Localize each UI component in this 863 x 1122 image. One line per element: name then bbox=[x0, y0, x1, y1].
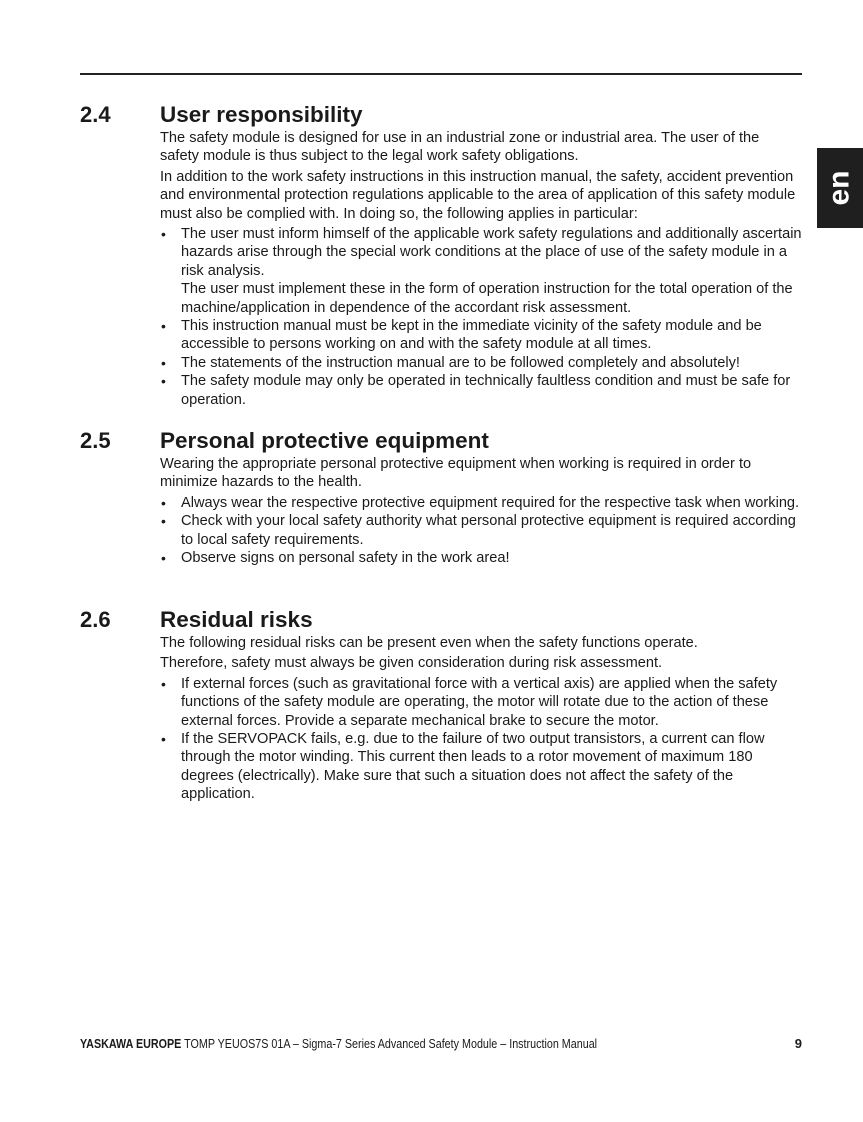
list-item: • Check with your local safety authority what personal protective equipment is required according to local safety requirements. bbox=[160, 512, 802, 549]
paragraph: The following residual risks can be present even when the safety functions operate. bbox=[160, 635, 698, 651]
list-item: • Always wear the respective protective equipment required for the respective task when working. bbox=[160, 494, 802, 512]
footer-brand: YASKAWA EUROPE bbox=[80, 1037, 182, 1051]
section-title: Personal protective equipment bbox=[160, 428, 489, 453]
section-user-responsibility bbox=[80, 101, 802, 409]
section-personal-protective-equipment bbox=[80, 427, 802, 567]
bullet-list bbox=[160, 494, 802, 568]
bullet-list bbox=[160, 675, 802, 804]
section-number: 2.6 bbox=[80, 607, 111, 632]
section-title: User responsibility bbox=[160, 102, 363, 127]
section-number: 2.5 bbox=[80, 428, 111, 453]
page-footer bbox=[80, 1035, 802, 1053]
bullet-list bbox=[160, 225, 802, 409]
paragraph: Therefore, safety must always be given consideration during risk assessment. bbox=[160, 655, 663, 672]
list-item: • This instruction manual must be kept in the immediate vicinity of the safety module and be accessible to persons working on and with the safety module at all times. bbox=[160, 317, 802, 354]
page-number: 9 bbox=[794, 1036, 802, 1051]
footer-document-title: TOMP YEUOS7S 01A – Sigma-7 Series Advanced Safety Module – Instruction Manual bbox=[181, 1037, 598, 1051]
list-item bbox=[160, 225, 802, 317]
top-divider bbox=[80, 73, 802, 75]
section-title: Residual risks bbox=[160, 607, 313, 632]
list-item: • If external forces (such as gravitational force with a vertical axis) are applied when the safety functions of the safety module are operating, the motor will rotate due to the action of these external forces. Provide a separate mechanical brake to secure the motor. bbox=[160, 675, 802, 730]
section-residual-risks bbox=[80, 606, 802, 804]
list-item: • The statements of the instruction manual are to be followed completely and absolutely! bbox=[160, 354, 802, 372]
paragraph: In addition to the work safety instructions in this instruction manual, the safety, accident prevention and environmental protection regulations applicable to the area of application of this safety module must also be complied with. In doing so, the following applies in particular: bbox=[160, 168, 796, 222]
language-tab-label: en bbox=[822, 170, 856, 206]
paragraph: Wearing the appropriate personal protective equipment when working is required in order to minimize hazards to the health. bbox=[160, 456, 752, 491]
section-number: 2.4 bbox=[80, 102, 111, 127]
list-item: • If the SERVOPACK fails, e.g. due to the failure of two output transistors, a current can flow through the motor winding. This current then leads to a rotor movement of maximum 180 degrees (electrically). Make sure that such a situation does not affect the safety of the application. bbox=[160, 730, 802, 804]
list-item-extra: The user must implement these in the form of operation instruction for the total operation of the machine/application in dependence of the accordant risk assessment. bbox=[181, 281, 793, 316]
paragraph: The safety module is designed for use in an industrial zone or industrial area. The user of the safety module is thus subject to the legal work safety obligations. bbox=[160, 130, 760, 165]
list-item-text: The user must inform himself of the applicable work safety regulations and additionally ascertain hazards arise through the special work conditions at the place of use of the safety module in a risk analysis. bbox=[181, 226, 802, 279]
list-item: • The safety module may only be operated in technically faultless condition and must be safe for operation. bbox=[160, 372, 802, 409]
language-tab bbox=[817, 148, 863, 228]
list-item: • Observe signs on personal safety in the work area! bbox=[160, 549, 802, 567]
